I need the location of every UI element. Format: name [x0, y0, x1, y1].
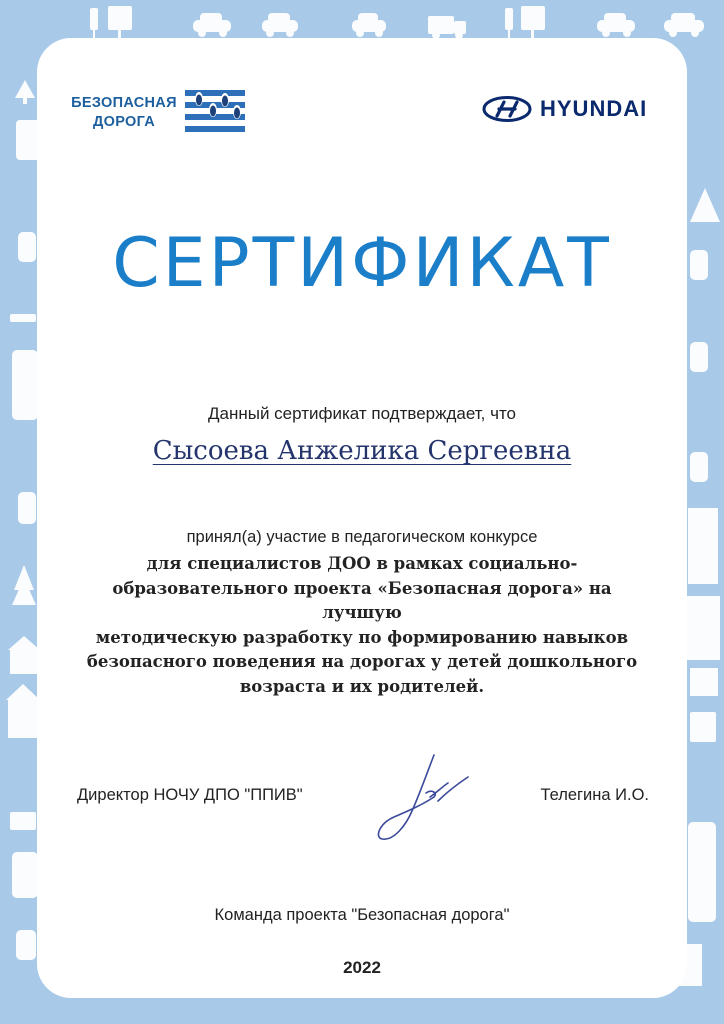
tree-icon [12, 565, 36, 605]
house-icon [8, 636, 40, 674]
car-icon [690, 342, 708, 372]
city-buildings-icon [686, 508, 720, 696]
confirmation-text: Данный сертификат подтверждает, что [207, 404, 517, 423]
project-logo-line2: ДОРОГА [93, 114, 155, 130]
car-icon [18, 492, 36, 524]
description-line: для специалистов ДОО в рамках социально- [146, 554, 578, 573]
certificate-title: СЕРТИФИКАТ [112, 224, 612, 303]
car-icon [664, 13, 704, 37]
bus-icon [688, 822, 716, 922]
description-line: образовательного проекта «Безопасная дорога» на лучшую [112, 578, 612, 622]
participation-text: принял(а) участие в педагогическом конкурсе [186, 528, 538, 546]
footprints-icon [185, 88, 245, 134]
house-icon [6, 684, 40, 738]
signature-icon [372, 753, 472, 843]
description-line: методическую разработку по формированию навыков [95, 627, 629, 647]
project-team: Команда проекта "Безопасная дорога" [214, 906, 510, 924]
tree-icon [15, 80, 35, 104]
traffic-light-icon [90, 8, 98, 38]
project-logo-text [69, 94, 179, 132]
recipient-name [37, 436, 687, 466]
traffic-light-icon [505, 8, 513, 38]
certificate-year: 2022 [343, 958, 381, 977]
car-icon [193, 13, 231, 37]
pedestrian-crossing-sign-icon [690, 188, 720, 222]
hyundai-logo [482, 96, 658, 122]
car-icon [16, 930, 36, 960]
pedestrian-crossing-sign-icon [108, 6, 132, 38]
signer-name: Телегина И.О. [540, 786, 649, 804]
car-icon [690, 250, 708, 280]
certificate-card [37, 38, 687, 998]
project-logo-line1: БЕЗОПАСНАЯ [71, 95, 177, 111]
bus-icon [12, 852, 38, 898]
description-line: безопасного поведения на дорогах у детей дошкольного [86, 652, 638, 671]
hyundai-emblem-icon [482, 96, 532, 122]
recipient-name-text: Сысоева Анжелика Сергеевна [152, 436, 572, 466]
car-icon [18, 232, 36, 262]
contest-description [77, 552, 647, 699]
pedestrian-crossing-sign-icon [521, 6, 545, 38]
traffic-light-icon [10, 314, 36, 322]
description-line: возраста и их родителей. [239, 676, 485, 696]
car-icon [262, 13, 298, 37]
traffic-light-icon [690, 712, 716, 742]
car-icon [597, 13, 635, 37]
director-title: Директор НОЧУ ДПО "ППИВ" [77, 786, 303, 804]
car-icon [690, 452, 708, 482]
hyundai-wordmark: HYUNDAI [540, 96, 648, 121]
car-icon [352, 13, 386, 37]
traffic-light-icon [10, 812, 36, 830]
truck-icon [428, 16, 466, 39]
bus-icon [12, 350, 38, 420]
